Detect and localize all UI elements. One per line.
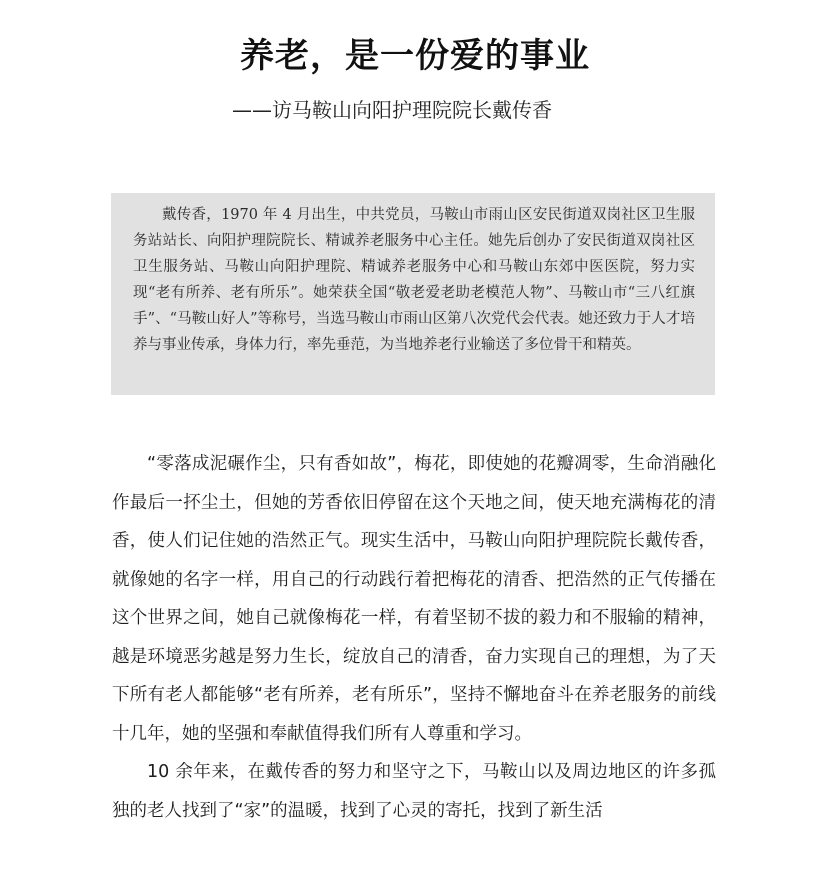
body-paragraph-2: 10 余年来，在戴传香的努力和坚守之下，马鞍山以及周边地区的许多孤独的老人找到了“家”的温暖，找到了心灵的寄托，找到了新生活 bbox=[112, 762, 716, 821]
author-bio-box bbox=[111, 193, 715, 395]
author-bio-text: 戴传香，1970 年 4 月出生，中共党员，马鞍山市雨山区安民街道双岗社区卫生服务站站长、向阳护理院院长、精诚养老服务中心主任。她先后创办了安民街道双岗社区卫生服务站、马鞍山向阳护理院、精诚养老服务中心和马鞍山东郊中医医院，努力实现“老有所养、老有所乐”。她荣获全国“敬老爱老助老模范人物”、马鞍山市“三八红旗手”、“马鞍山好人”等称号，当选马鞍山市雨山区第八次党代会代表。她还致力于人才培养与事业传承，身体力行，率先垂范，为当地养老行业输送了多位骨干和精英。 bbox=[133, 207, 695, 353]
article-title: 养老，是一份爱的事业 bbox=[240, 36, 590, 76]
article-body bbox=[112, 445, 716, 830]
body-paragraph-1: “零落成泥碾作尘，只有香如故”，梅花，即使她的花瓣凋零，生命消融化作最后一抔尘土，但她的芳香依旧停留在这个天地之间，使天地充满梅花的清香，使人们记住她的浩然正气。现实生活中，马鞍山向阳护理院院长戴传香，就像她的名字一样，用自己的行动践行着把梅花的清香、把浩然的正气传播在这个世界之间，她自己就像梅花一样，有着坚韧不拔的毅力和不服输的精神，越是环境恶劣越是努力生长，绽放自己的清香，奋力实现自己的理想，为了天下所有老人都能够“老有所养，老有所乐”，坚持不懈地奋斗在养老服务的前线十几年，她的坚强和奉献值得我们所有人尊重和学习。 bbox=[112, 454, 716, 744]
article-subtitle: ——访马鞍山向阳护理院院长戴传香 bbox=[232, 98, 552, 122]
